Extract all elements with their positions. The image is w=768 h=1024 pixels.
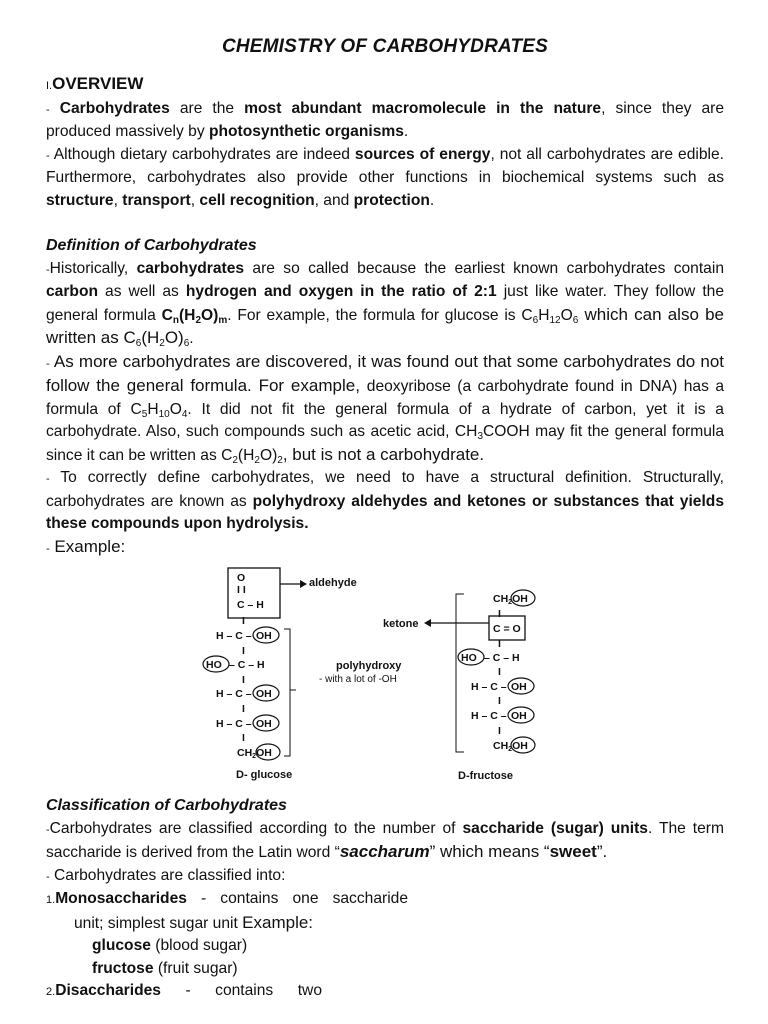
example-label: Example: [242, 912, 314, 932]
fructose-bond-4: I [498, 695, 501, 707]
fructose-bond-3: I [498, 666, 501, 678]
section-heading: OVERVIEW [52, 74, 144, 93]
text: - contains one saccharide [186, 890, 408, 907]
text: . It did not fit the general formula of a hydrate of carbon, yet it is a carbohydrate. Also, such compounds such as acetic acid, CH [46, 400, 724, 440]
glucose-bond-2: I [242, 645, 245, 657]
text: just like water. They follow the general formula [46, 283, 724, 324]
text-bold: hydrogen and oxygen in the ratio of 2:1 [185, 283, 497, 300]
glucose-row1-oh: OH [256, 630, 272, 642]
oh-text: OH [512, 593, 528, 605]
text-bold: sources of energy [354, 145, 491, 163]
text: . For example, the formula for glucose is C [227, 306, 533, 324]
fructose-row1-right: – C – H [484, 652, 520, 664]
subscript: 6 [183, 338, 190, 349]
glucose-row2-ho: HO [206, 659, 222, 671]
fructose-row1-ho: HO [461, 652, 477, 664]
subscript: 3 [477, 431, 483, 442]
definition-paragraph-3 [46, 467, 724, 536]
list-number: 2. [46, 986, 56, 998]
dash: - [46, 542, 50, 555]
fructose-bracket [456, 594, 464, 752]
classification-heading: Classification of Carbohydrates [46, 797, 287, 814]
glucose-double-bond: I I [237, 584, 246, 596]
example-line [46, 536, 724, 561]
general-formula [162, 307, 228, 324]
fructose-bond-2: I [498, 638, 501, 650]
text-bold: Disaccharides [55, 982, 161, 999]
text: , not all carbohydrates are edible. Furthermore, carbohydrates also provide other functions in biochemical systems such as [46, 145, 724, 186]
text: C [161, 306, 173, 324]
glucose-ch: C – H [237, 599, 264, 611]
text-bold: transport [122, 191, 191, 209]
subscript: 5 [141, 408, 148, 420]
fructose-name: D-fructose [458, 770, 514, 782]
text: Carbohydrates are classified according to the number of [49, 819, 463, 837]
polyhydroxy-label: polyhydroxy [336, 660, 402, 672]
example-label: Example: [49, 536, 126, 556]
text: , and [314, 191, 354, 209]
text-bold: most abundant macromolecule in the nature [244, 99, 602, 117]
subscript: 6 [532, 314, 539, 326]
text: O) [201, 306, 219, 324]
text: . The term saccharide is derived from the Latin word “ [46, 819, 724, 861]
text: as well as [98, 283, 186, 300]
subscript: 10 [158, 408, 170, 420]
subscript: 4 [181, 408, 188, 420]
text-bold: carbohydrates [136, 259, 245, 277]
fructose-co: C = O [493, 623, 521, 635]
text-bold: sweet [549, 842, 597, 861]
classification-paragraph-1 [46, 818, 724, 865]
text: ”. [596, 842, 608, 861]
subscript: n [172, 314, 179, 326]
glucose-bond-3: I [242, 674, 245, 686]
glucose-bottom [237, 747, 272, 760]
ch-text: CH [493, 593, 509, 605]
text-bold: fructose [92, 959, 154, 977]
text: O) [164, 328, 184, 347]
monosaccharides-continuation [46, 912, 724, 936]
fructose-bond-1: I [498, 608, 501, 620]
text: (H [178, 306, 196, 324]
glucose-row4-oh: OH [256, 718, 272, 730]
text: . [189, 330, 194, 347]
text: COOH may fit the general formula since it can be written as C [46, 423, 725, 464]
text: deoxyribose (a carbohydrate found in DNA) has a formula of C [46, 378, 724, 418]
glucose-row3-left: H – C – [216, 688, 252, 700]
ch-text: CH [493, 740, 509, 752]
subscript: 6 [572, 314, 579, 326]
definition-paragraph-1 [46, 258, 724, 351]
subscript: 2 [508, 746, 513, 753]
glucose-bond-4: I [242, 703, 245, 715]
text-bold: cell recognition [199, 191, 315, 209]
subscript: 2 [252, 753, 257, 760]
glucose-name: D- glucose [236, 769, 293, 781]
polyhydroxy-note: - with a lot of -OH [319, 674, 397, 685]
list-number: 1. [46, 894, 56, 906]
fructose-row3-oh: OH [511, 710, 527, 722]
text: To correctly define carbohydrates, we need to have a structural definition. Structurally, carbohydrates are known as [46, 469, 724, 510]
text-bold: carbon [46, 283, 98, 300]
definition-heading: Definition of Carbohydrates [46, 237, 257, 254]
fructose-bottom [493, 740, 528, 753]
text: O [560, 306, 573, 324]
subscript: 12 [549, 314, 561, 326]
definition-section [46, 235, 724, 560]
fructose-row3-left: H – C – [471, 710, 507, 722]
text: Carbohydrates are classified into: [49, 866, 286, 884]
dash: - [46, 870, 50, 883]
overview-section [46, 73, 724, 212]
text-bold: Carbohydrates [59, 99, 170, 117]
glucose-bond-1: I [242, 615, 245, 627]
subscript: 2 [277, 454, 283, 466]
overview-paragraph-1 [46, 98, 724, 144]
example-fructose [46, 958, 724, 981]
text: unit; simplest sugar unit [74, 914, 243, 932]
definition-paragraph-2 [46, 351, 724, 468]
document-title: CHEMISTRY OF CARBOHYDRATES [221, 36, 549, 57]
subscript: 2 [254, 454, 260, 466]
classification-section [46, 795, 724, 1004]
text: H [538, 306, 550, 324]
dash: - [46, 149, 50, 162]
subscript: 2 [159, 338, 165, 349]
list-item-disaccharides [46, 980, 322, 1004]
text: - contains two [160, 982, 322, 999]
text: H [147, 400, 159, 418]
aldehyde-label: aldehyde [309, 577, 357, 589]
text-bold: structure [46, 191, 114, 209]
subscript: 2 [195, 314, 201, 326]
dash: - [46, 357, 50, 370]
subscript: m [218, 314, 228, 326]
ch-text: CH [237, 747, 253, 759]
fructose-bond-5: I [498, 725, 501, 737]
glucose-row4-left: H – C – [216, 718, 252, 730]
text: (fruit sugar) [153, 959, 238, 977]
list-item-monosaccharides [46, 888, 408, 912]
glucose-row3-oh: OH [256, 688, 272, 700]
text-bold: photosynthetic organisms [208, 123, 404, 140]
glucose-row2-right: – C – H [229, 659, 265, 671]
subscript: 6 [135, 338, 142, 349]
text: . [429, 191, 435, 209]
example-glucose [46, 935, 724, 958]
fructose-top [493, 593, 528, 606]
ketone-label: ketone [383, 618, 419, 630]
dash: - [46, 473, 50, 485]
dash: - [46, 823, 50, 836]
text-bold: Monosaccharides [55, 890, 187, 907]
glucose-top-o: O [237, 572, 246, 584]
text: (H [237, 446, 255, 464]
oh-text: OH [256, 747, 272, 759]
aldehyde-arrow-head [300, 580, 307, 588]
text: (H [141, 328, 160, 347]
text-bold: protection [353, 191, 430, 209]
dash: - [46, 103, 50, 116]
glucose-bond-5: I [242, 732, 245, 744]
polyhydroxy-bracket [284, 629, 296, 756]
text: , since they are produced massively by [46, 99, 724, 140]
text: are the [169, 99, 245, 117]
text: (blood sugar) [150, 937, 248, 954]
fructose-row2-left: H – C – [471, 681, 507, 693]
text: . [403, 123, 409, 140]
glucose-row1-left: H – C – [216, 630, 252, 642]
text: , [113, 191, 123, 209]
fructose-row2-oh: OH [511, 681, 527, 693]
text: , but is not a carbohydrate. [282, 444, 485, 464]
overview-paragraph-2 [46, 144, 724, 213]
text: As more carbohydrates are discovered, it was found out that some carbohydrates do not follow the general formula. For example, [46, 351, 724, 395]
text: O [169, 400, 182, 418]
text: O) [259, 446, 278, 464]
text: Although dietary carbohydrates are indeed [49, 145, 355, 163]
classification-paragraph-2 [46, 865, 724, 889]
subscript: 2 [508, 599, 513, 606]
text: ” which means “ [429, 842, 550, 861]
text-bold: saccharide (sugar) units [462, 819, 648, 837]
dash: - [46, 263, 50, 276]
subscript: 2 [232, 454, 238, 466]
oh-text: OH [512, 740, 528, 752]
text: are so called because the earliest known carbohydrates contain [244, 259, 724, 277]
overview-heading [46, 73, 724, 98]
carbohydrate-structures-figure [46, 562, 724, 786]
text-bold-italic: saccharum [339, 842, 430, 861]
text: Historically, [49, 259, 137, 277]
text: , [190, 191, 200, 209]
text: which can also be written as C [46, 304, 724, 347]
section-number: I. [46, 80, 53, 92]
ketone-arrow-head [424, 619, 431, 627]
text-bold: polyhydroxy aldehydes and ketones or substances that yields these compounds upon hydrolysis. [46, 492, 724, 532]
text-bold: glucose [92, 937, 151, 954]
